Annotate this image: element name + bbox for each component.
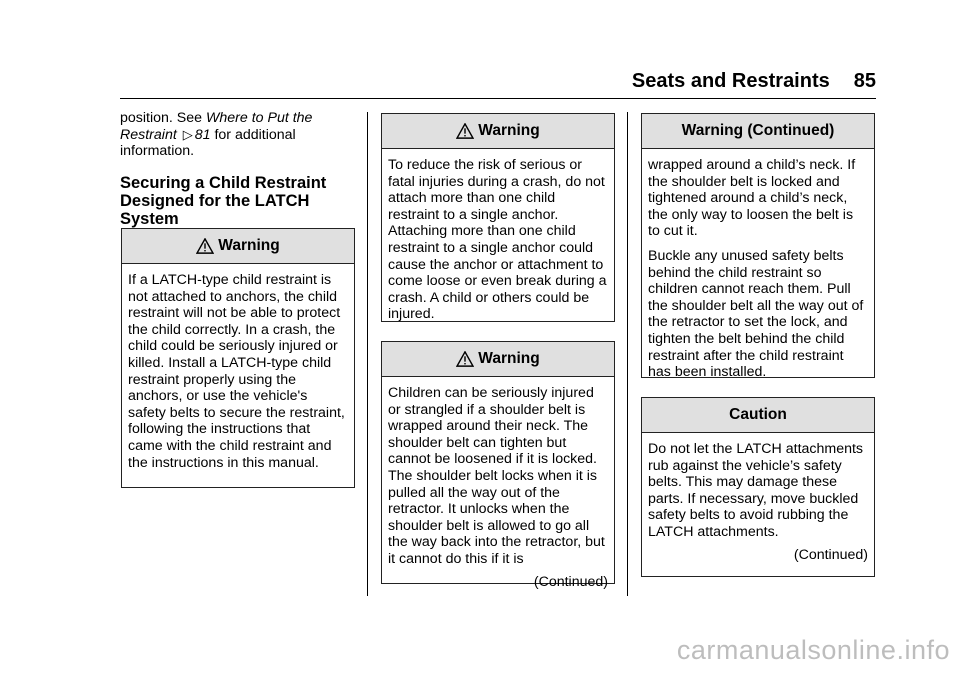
cross-reference-link[interactable]: Where to Put the Restraint [120, 110, 313, 143]
warning-title: Warning [478, 122, 540, 139]
column-divider-2 [627, 112, 628, 596]
warning-triangle-icon [196, 238, 214, 254]
section-title: Seats and Restraints [631, 70, 830, 92]
caution-header [642, 398, 874, 433]
warning-box-strangle [381, 341, 615, 590]
warning-text: wrapped around a child’s neck. If the shoulder belt is locked and tightened around a child’s neck, the only way to loosen the belt is to cut it. [648, 157, 856, 240]
warning-text: If a LATCH-type child restraint is not attached to anchors, the child restraint will not be able to protect the child correctly. In a crash, the child could be seriously injured or killed. Install a LATCH-type child restraint properly using the anchors, or use the vehicle's safety belts to secure the restraint, following the instructions that came with the child restraint and the instructions in this manual. [128, 272, 345, 471]
header-rule [120, 98, 876, 99]
warning-box-latch [121, 228, 355, 488]
caution-title: Caution [729, 406, 787, 423]
continued-label: (Continued) [533, 573, 608, 590]
caution-box [641, 397, 875, 577]
warning-header [382, 114, 614, 149]
warning-text: Buckle any unused safety belts behind the child restraint so children cannot reach them. Pull the shoulder belt all the way out of the retractor to set the lock, and tighten the belt behind the child restraint after the child restraint has been installed. [648, 247, 864, 381]
caution-text: Do not let the LATCH attachments rub against the vehicle’s safety belts. This may damage these parts. If necessary, move buckled safety belts to avoid rubbing the LATCH attachments. [648, 441, 864, 540]
warning-box-single-anchor [381, 113, 615, 322]
warning-title: Warning [478, 350, 540, 367]
warning-header [122, 229, 354, 264]
warning-text: To reduce the risk of serious or fatal injuries during a crash, do not attach more than one child restraint to a single anchor. Attaching more than one child restraint to a single anchor could cause the anchor or attachment to come loose or even break during a crash. A child or others could be injured. [388, 157, 607, 323]
warning-triangle-icon [456, 123, 474, 139]
section-heading: Securing a Child Restraint Designed for the LATCH System [120, 173, 327, 228]
cross-reference-page[interactable]: 81 [194, 126, 211, 143]
watermark: carmanualsonline.info [676, 635, 950, 665]
warning-header [642, 114, 874, 149]
warning-title: Warning [218, 237, 280, 254]
column-divider-1 [367, 112, 368, 596]
warning-text: Children can be seriously injured or strangled if a shoulder belt is wrapped around their neck. The shoulder belt can tighten but cannot be loosened if it is locked. The shoulder belt locks when it is pulled all the way out of the retractor. It unlocks when the shoulder belt is allowed to go all the way back into the retractor, but it cannot do this if it is [388, 385, 605, 567]
intro-paragraph: position. See Where to Put the Restraint ▷ 81 for additional information. [120, 110, 313, 160]
warning-title: Warning (Continued) [681, 122, 835, 139]
warning-header [382, 342, 614, 377]
page-number: 85 [853, 70, 876, 92]
warning-box-continued [641, 113, 875, 381]
page-reference-icon: ▷ [182, 126, 193, 142]
column-1 [120, 110, 356, 242]
continued-label: (Continued) [793, 546, 868, 563]
warning-triangle-icon [456, 351, 474, 367]
page-header [560, 70, 876, 93]
